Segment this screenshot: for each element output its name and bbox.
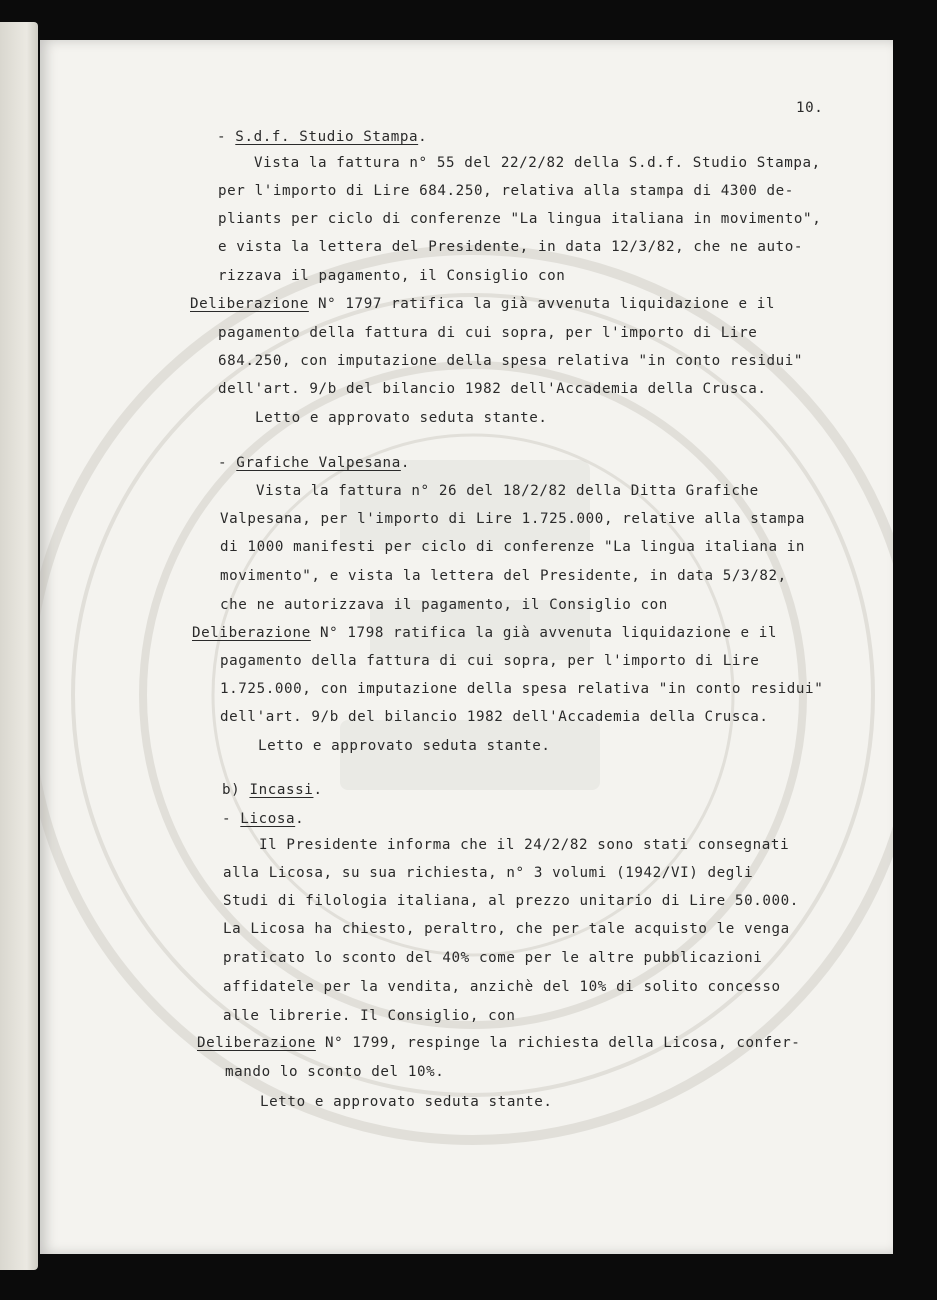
section-heading: - Licosa.: [222, 811, 305, 827]
section-heading: - S.d.f. Studio Stampa.: [217, 129, 428, 145]
body-line: di 1000 manifesti per ciclo di conferenze "La lingua italiana in: [220, 539, 806, 555]
body-line: per l'importo di Lire 684.250, relativa alla stampa di 4300 de-: [218, 183, 794, 199]
body-line: Studi di filologia italiana, al prezzo unitario di Lire 50.000.: [223, 893, 799, 909]
body-line: 684.250, con imputazione della spesa relativa "in conto residui": [218, 353, 804, 369]
body-line: alle librerie. Il Consiglio, con: [223, 1008, 516, 1024]
deliberation-line: Deliberazione N° 1799, respinge la richiesta della Licosa, confer-: [197, 1035, 801, 1051]
deliberation-label: Deliberazione: [197, 1035, 316, 1051]
body-line: Il Presidente informa che il 24/2/82 sono stati consegnati: [259, 837, 790, 853]
body-line: 1.725.000, con imputazione della spesa relativa "in conto residui": [220, 681, 824, 697]
body-line: dell'art. 9/b del bilancio 1982 dell'Accademia della Crusca.: [218, 381, 767, 397]
subsection-heading: b) Incassi.: [222, 782, 323, 798]
deliberation-line: Deliberazione N° 1797 ratifica la già avvenuta liquidazione e il: [190, 296, 776, 312]
deliberation-line: Deliberazione N° 1798 ratifica la già avvenuta liquidazione e il: [192, 625, 778, 641]
body-line: dell'art. 9/b del bilancio 1982 dell'Accademia della Crusca.: [220, 709, 769, 725]
body-line: La Licosa ha chiesto, peraltro, che per tale acquisto le venga: [223, 921, 790, 937]
body-line: pagamento della fattura di cui sopra, per l'importo di Lire: [220, 653, 760, 669]
body-line: Vista la fattura n° 55 del 22/2/82 della S.d.f. Studio Stampa,: [254, 155, 821, 171]
body-line: rizzava il pagamento, il Consiglio con: [218, 268, 566, 284]
deliberation-label: Deliberazione: [192, 625, 311, 641]
body-line: Valpesana, per l'importo di Lire 1.725.000, relative alla stampa: [220, 511, 806, 527]
body-line: praticato lo sconto del 40% come per le altre pubblicazioni: [223, 950, 763, 966]
section-heading: - Grafiche Valpesana.: [218, 455, 411, 471]
section-heading-title: Licosa: [240, 811, 296, 827]
subsection-heading-title: Incassi: [249, 782, 314, 798]
body-line: e vista la lettera del Presidente, in data 12/3/82, che ne auto-: [218, 239, 804, 255]
approval-line: Letto e approvato seduta stante.: [260, 1094, 553, 1110]
body-line: pagamento della fattura di cui sopra, per l'importo di Lire: [218, 325, 758, 341]
section-heading-title: S.d.f. Studio Stampa: [235, 129, 419, 145]
body-line: che ne autorizzava il pagamento, il Consiglio con: [220, 597, 668, 613]
body-line: pliants per ciclo di conferenze "La lingua italiana in movimento",: [218, 211, 822, 227]
body-line: alla Licosa, su sua richiesta, n° 3 volumi (1942/VI) degli: [223, 865, 754, 881]
body-line: Vista la fattura n° 26 del 18/2/82 della Ditta Grafiche: [256, 483, 759, 499]
approval-line: Letto e approvato seduta stante.: [255, 410, 548, 426]
page-number: 10.: [796, 100, 824, 116]
section-heading-title: Grafiche Valpesana: [236, 455, 401, 471]
approval-line: Letto e approvato seduta stante.: [258, 738, 551, 754]
deliberation-label: Deliberazione: [190, 296, 309, 312]
body-line: affidatele per la vendita, anzichè del 10% di solito concesso: [223, 979, 781, 995]
body-line: movimento", e vista la lettera del Presidente, in data 5/3/82,: [220, 568, 787, 584]
body-line: mando lo sconto del 10%.: [225, 1064, 445, 1080]
